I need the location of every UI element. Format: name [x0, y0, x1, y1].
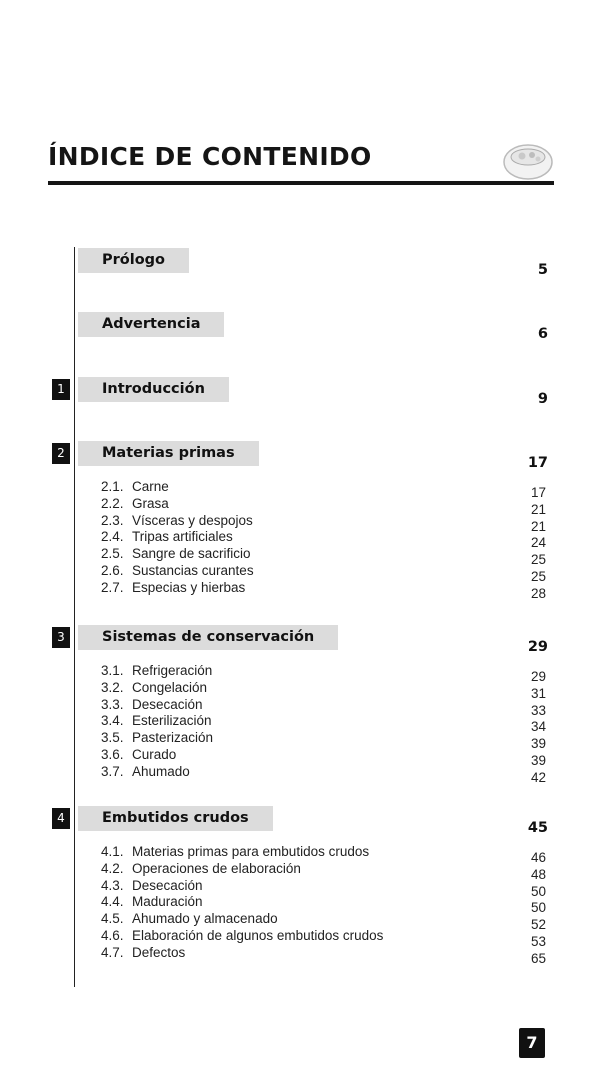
- subsection-number: 4.4.: [101, 894, 124, 910]
- subsection-page-number: 53: [530, 933, 546, 949]
- subsection-page-number: 42: [530, 769, 546, 785]
- subsection-label: Vísceras y despojos: [132, 512, 253, 528]
- subsection-number: 2.2.: [101, 495, 124, 511]
- section-title: Advertencia: [78, 312, 224, 337]
- subsection-page-number: 48: [530, 866, 546, 882]
- list-item: [101, 927, 551, 949]
- subsection-list: [101, 844, 551, 966]
- subsection-label: Defectos: [132, 944, 186, 960]
- subsection-number: 3.5.: [101, 730, 124, 746]
- section-title: Prólogo: [78, 248, 189, 273]
- subsection-page-number: 24: [530, 535, 546, 551]
- subsection-label: Sangre de sacrificio: [132, 546, 251, 562]
- subsection-number: 3.3.: [101, 696, 124, 712]
- section-page-number: 5: [537, 262, 548, 278]
- chapter-number-badge: 1: [52, 379, 70, 400]
- list-item: [101, 730, 551, 752]
- subsection-page-number: 29: [530, 669, 546, 684]
- subsection-number: 2.5.: [101, 546, 124, 562]
- page-title: ÍNDICE DE CONTENIDO: [48, 142, 372, 171]
- subsection-label: Pasterización: [132, 730, 214, 746]
- subsection-number: 4.1.: [101, 844, 124, 859]
- subsection-number: 3.2.: [101, 679, 124, 695]
- subsection-page-number: 46: [530, 850, 546, 865]
- list-item: [101, 844, 551, 865]
- subsection-page-number: 33: [530, 702, 546, 718]
- list-item: [101, 679, 551, 701]
- list-item: [101, 894, 551, 916]
- subsection-label: Refrigeración: [132, 663, 213, 678]
- list-item: [101, 546, 551, 568]
- list-item: [101, 696, 551, 718]
- subsection-page-number: 39: [530, 736, 546, 752]
- subsection-page-number: 28: [530, 585, 546, 601]
- list-item: [101, 512, 551, 534]
- subsection-label: Desecación: [132, 696, 203, 712]
- subsection-label: Operaciones de elaboración: [132, 860, 301, 876]
- list-item: [101, 860, 551, 882]
- section-title: Introducción: [78, 377, 229, 402]
- chapter-number-badge: 3: [52, 627, 70, 648]
- list-item: [101, 877, 551, 899]
- section-title: Sistemas de conservación: [78, 625, 338, 650]
- list-item: [101, 713, 551, 735]
- chapter-number-badge: 2: [52, 443, 70, 464]
- title-rule: [48, 181, 554, 185]
- subsection-list: [101, 663, 551, 785]
- section-page-number: 29: [527, 639, 548, 655]
- subsection-number: 2.3.: [101, 512, 124, 528]
- subsection-number: 4.5.: [101, 911, 124, 927]
- subsection-page-number: 31: [530, 685, 546, 701]
- subsection-page-number: 21: [530, 501, 546, 517]
- list-item: [101, 529, 551, 551]
- subsection-label: Curado: [132, 746, 177, 762]
- subsection-label: Sustancias curantes: [132, 562, 254, 578]
- subsection-page-number: 65: [530, 950, 546, 966]
- section-page-number: 6: [537, 326, 548, 342]
- subsection-label: Desecación: [132, 877, 203, 893]
- list-item: [101, 663, 551, 684]
- subsection-label: Esterilización: [132, 713, 212, 729]
- chapter-number-badge: 4: [52, 808, 70, 829]
- list-item: [101, 579, 551, 601]
- list-item: [101, 479, 551, 500]
- subsection-number: 2.7.: [101, 579, 124, 595]
- subsection-label: Materias primas para embutidos crudos: [132, 844, 370, 859]
- section-title: Materias primas: [78, 441, 259, 466]
- section-page-number: 45: [527, 820, 548, 836]
- subsection-number: 3.7.: [101, 763, 124, 779]
- sausage-plate-icon: [500, 140, 556, 184]
- subsection-number: 4.3.: [101, 877, 124, 893]
- list-item: [101, 562, 551, 584]
- list-item: [101, 746, 551, 768]
- section-page-number: 9: [537, 391, 548, 407]
- subsection-label: Grasa: [132, 495, 169, 511]
- page-number: 7: [519, 1028, 545, 1058]
- subsection-page-number: 25: [530, 568, 546, 584]
- section-page-number: 17: [527, 455, 548, 471]
- subsection-label: Carne: [132, 479, 169, 494]
- subsection-number: 2.6.: [101, 562, 124, 578]
- subsection-number: 4.7.: [101, 944, 124, 960]
- subsection-page-number: 52: [530, 917, 546, 933]
- subsection-page-number: 50: [530, 883, 546, 899]
- subsection-label: Congelación: [132, 679, 208, 695]
- subsection-page-number: 34: [530, 719, 546, 735]
- subsection-number: 2.1.: [101, 479, 124, 494]
- subsection-page-number: 39: [530, 752, 546, 768]
- subsection-label: Ahumado: [132, 763, 190, 779]
- subsection-number: 3.6.: [101, 746, 124, 762]
- list-item: [101, 495, 551, 517]
- index-vertical-line: [74, 247, 75, 987]
- list-item: [101, 944, 551, 966]
- subsection-label: Maduración: [132, 894, 203, 910]
- subsection-list: [101, 479, 551, 601]
- subsection-label: Tripas artificiales: [132, 529, 233, 545]
- section-title: Embutidos crudos: [78, 806, 273, 831]
- list-item: [101, 911, 551, 933]
- subsection-number: 3.4.: [101, 713, 124, 729]
- subsection-number: 2.4.: [101, 529, 124, 545]
- subsection-label: Elaboración de algunos embutidos crudos: [132, 927, 384, 943]
- subsection-page-number: 50: [530, 900, 546, 916]
- subsection-label: Especias y hierbas: [132, 579, 246, 595]
- subsection-number: 4.6.: [101, 927, 124, 943]
- subsection-page-number: 25: [530, 552, 546, 568]
- subsection-page-number: 17: [530, 485, 546, 500]
- subsection-number: 3.1.: [101, 663, 124, 678]
- list-item: [101, 763, 551, 785]
- subsection-label: Ahumado y almacenado: [132, 911, 278, 927]
- subsection-page-number: 21: [530, 518, 546, 534]
- subsection-number: 4.2.: [101, 860, 124, 876]
